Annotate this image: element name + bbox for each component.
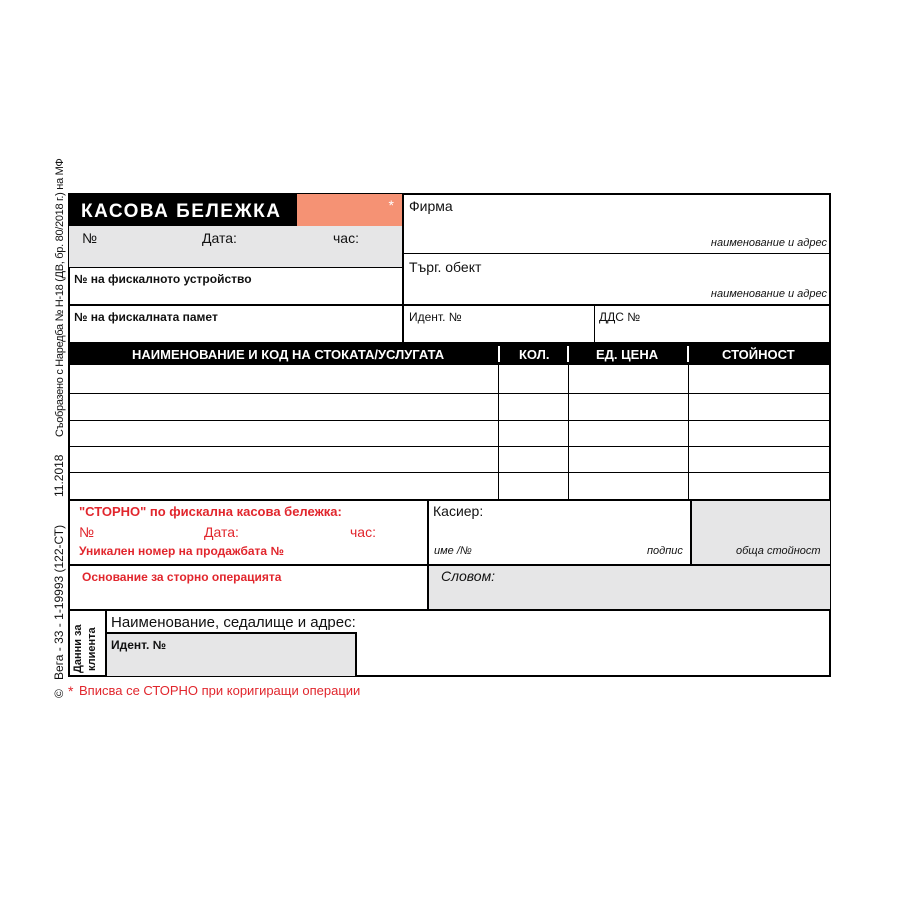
- table-row[interactable]: [69, 447, 831, 473]
- table-row[interactable]: [69, 473, 831, 499]
- store-hint: наименование и адрес: [710, 288, 827, 300]
- total-value-hint: обща стойност: [736, 545, 821, 557]
- table-row[interactable]: [69, 394, 831, 421]
- divider: [568, 365, 569, 500]
- column-header-value: СТОЙНОСТ: [722, 347, 795, 362]
- form-code: Вега - 33 - 1-19993 (122-СТ): [52, 524, 66, 680]
- divider: [403, 253, 831, 254]
- receipt-time-label: час:: [333, 230, 359, 246]
- footnote-star: *: [68, 683, 74, 699]
- footnote-text: Вписва се СТОРНО при коригиращи операции: [79, 683, 361, 698]
- divider: [498, 346, 500, 362]
- title-bar: [69, 194, 297, 226]
- signature-hint: подпис: [647, 545, 683, 557]
- divider: [402, 194, 404, 342]
- divider: [498, 365, 499, 500]
- receipt-number-label: №: [82, 230, 98, 246]
- divider: [69, 267, 403, 268]
- column-header-qty: КОЛ.: [519, 347, 550, 362]
- asterisk-mark: *: [388, 197, 394, 213]
- column-header-unit-price: ЕД. ЦЕНА: [596, 347, 659, 362]
- firm-hint: наименование и адрес: [710, 237, 827, 249]
- client-side-label: [70, 611, 105, 675]
- storno-date-label: Дата:: [204, 524, 239, 540]
- client-side-label-line1: Данни за: [72, 624, 84, 673]
- storno-marker-box[interactable]: [297, 194, 402, 226]
- regulation-note: Съобразено с Наредба № Н-18 (ДВ, бр. 80/2018 г.) на МФ: [54, 158, 66, 437]
- divider: [687, 346, 689, 362]
- storno-time-label: час:: [350, 524, 376, 540]
- divider: [594, 305, 595, 342]
- column-header-name: НАИМЕНОВАНИЕ И КОД НА СТОКАТА/УСЛУГАТА: [132, 347, 445, 362]
- vat-number-label: ДДС №: [599, 310, 641, 324]
- storno-title: "СТОРНО" по фискална касова бележка:: [79, 504, 342, 519]
- firm-label: Фирма: [409, 198, 453, 214]
- divider: [69, 564, 429, 566]
- divider: [567, 346, 569, 362]
- cashier-name-hint: име /№: [434, 545, 472, 557]
- table-row[interactable]: [69, 421, 831, 447]
- table-row[interactable]: [69, 365, 831, 394]
- divider: [69, 304, 831, 306]
- receipt-date-label: Дата:: [202, 230, 237, 246]
- store-label: Търг. обект: [409, 259, 482, 275]
- copyright-mark: ©: [52, 689, 66, 698]
- client-side-label-line2: клиента: [86, 627, 98, 671]
- divider: [69, 609, 831, 611]
- storno-number-label: №: [79, 524, 95, 540]
- unique-sale-number-label: Уникален номер на продажбата №: [79, 544, 284, 558]
- print-date: 11.2018: [52, 454, 66, 497]
- storno-reason-label: Основание за сторно операцията: [82, 570, 282, 584]
- divider: [688, 365, 689, 500]
- client-ident-label: Идент. №: [111, 638, 167, 652]
- fiscal-memory-label: № на фискалната памет: [74, 310, 218, 324]
- fiscal-device-label: № на фискалното устройство: [74, 272, 252, 286]
- cashier-label: Касиер:: [433, 503, 484, 519]
- client-name-address-label: Наименование, седалище и адрес:: [111, 614, 356, 631]
- receipt-title: КАСОВА БЕЛЕЖКА: [81, 201, 282, 222]
- ident-number-label: Идент. №: [409, 310, 462, 324]
- amount-in-words-label: Словом:: [441, 568, 496, 584]
